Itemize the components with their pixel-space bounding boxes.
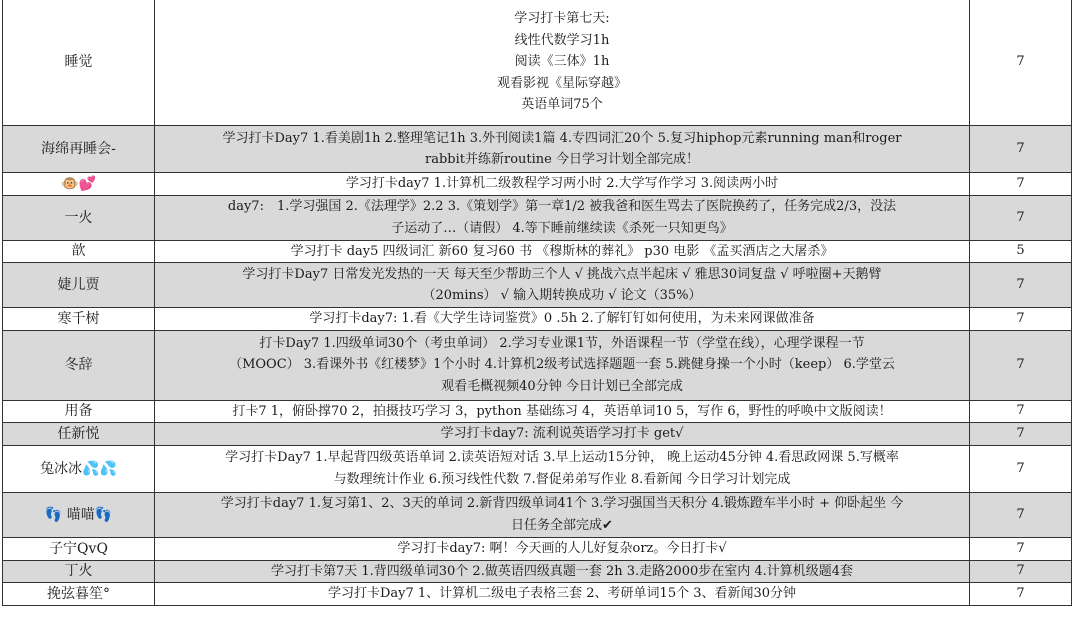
- checkin-content-line: （MOOC） 3.看课外书《红楼梦》1个小时 4.计算机2级考试选择题题一套 5.跳健身操一个小时（keep） 6.学堂云: [229, 357, 895, 373]
- checkin-content-line: 学习打卡第7天 1.背四级单词30个 2.做英语四级真题一套 2h 3.走路2000步在室内 4.计算机级题4套: [270, 563, 854, 579]
- user-name-cell: 兔冰冰💦💦: [3, 445, 155, 492]
- day-count-cell: 7: [970, 308, 1072, 331]
- checkin-content-line: 学习打卡day7 1.复习第1、2、3天的单词 2.新背四级单词41个 3.学习强国当天积分 4.锻炼蹬车半小时 + 仰卧起坐 今: [220, 496, 904, 511]
- checkin-content-line: 学习打卡day7: 流利说英语学习打卡 get√: [440, 426, 684, 441]
- table-row: [3, 0, 1072, 126]
- table-row: [3, 126, 1072, 173]
- table-row: [3, 240, 1072, 263]
- day-count-cell: 7: [970, 173, 1072, 196]
- checkin-content-line: 打卡7 1，俯卧撑70 2，拍摄技巧学习 3，python 基础练习 4，英语单词10 5，写作 6，野性的呼唤中文版阅读！: [232, 403, 892, 419]
- user-name-cell: 歆: [3, 240, 155, 263]
- checkin-content-line: （20mins） √ 输入期转换成功 √ 论文（35%）: [422, 288, 702, 303]
- table-row: [3, 583, 1072, 606]
- table-row: [3, 330, 1072, 400]
- user-name-cell: 👣 喵喵👣: [3, 492, 155, 537]
- day-count-cell: 7: [970, 330, 1072, 400]
- checkin-content-cell: [155, 492, 970, 537]
- user-name-cell: 寒千树: [3, 308, 155, 331]
- checkin-content-cell: [155, 126, 970, 173]
- checkin-content-cell: [155, 173, 970, 196]
- table-row: [3, 400, 1072, 423]
- checkin-content-line: 子运动了…（请假） 4.等下睡前继续读《杀死一只知更鸟》: [391, 220, 733, 236]
- checkin-content-line: 学习打卡 day5 四级词汇 新60 复习60 书 《穆斯林的葬礼》 p30 电影 《孟买酒店之大屠杀》: [290, 243, 834, 259]
- checkin-content-line: 打卡Day7 1.四级单词30个（考虫单词） 2.学习专业课1节，外语课程一节（学堂在线），心理学课程一节: [259, 335, 865, 351]
- day-count-cell: 7: [970, 263, 1072, 308]
- user-name-cell: 用备: [3, 400, 155, 423]
- checkin-content-line: 学习打卡Day7 1.看美剧1h 2.整理笔记1h 3.外刊阅读1篇 4.专四词汇20个 5.复习hiphop元素running man和roger: [222, 130, 902, 146]
- checkin-content-line: 学习打卡day7 1.计算机二级教程学习两小时 2.大学写作学习 3.阅读两小时: [345, 176, 779, 191]
- day-count-cell: 7: [970, 400, 1072, 423]
- day-count-cell: 7: [970, 560, 1072, 583]
- checkin-content-cell: [155, 400, 970, 423]
- table-row: [3, 308, 1072, 331]
- checkin-content-cell: [155, 445, 970, 492]
- table-body: [3, 0, 1072, 605]
- checkin-content-line: 学习打卡Day7 1.早起背四级英语单词 2.读英语短对话 3.早上运动15分钟， 晚上运动45分钟 4.看思政网课 5.写概率: [225, 450, 899, 465]
- checkin-content-cell: [155, 308, 970, 331]
- day-count-cell: 7: [970, 492, 1072, 537]
- user-name-cell: 海绵再睡会-: [3, 126, 155, 173]
- table-row: [3, 423, 1072, 446]
- day-count-cell: 7: [970, 583, 1072, 606]
- table-row: [3, 263, 1072, 308]
- table-row: [3, 560, 1072, 583]
- checkin-content-cell: [155, 0, 970, 126]
- user-name-cell: 睡觉: [3, 0, 155, 126]
- user-name-cell: 子宁QvQ: [3, 537, 155, 560]
- user-name-cell: 任新悦: [3, 423, 155, 446]
- user-name-cell: 婕儿贾: [3, 263, 155, 308]
- table-row: [3, 492, 1072, 537]
- checkin-content-cell: [155, 240, 970, 263]
- user-name-cell: 冬辞: [3, 330, 155, 400]
- checkin-content-line: 线性代数学习1h: [514, 32, 610, 48]
- checkin-content-line: 学习打卡Day7 1、计算机二级电子表格三套 2、考研单词15个 3、看新闻30分钟: [327, 586, 797, 601]
- day-count-cell: 7: [970, 445, 1072, 492]
- checkin-content-cell: [155, 330, 970, 400]
- checkin-content-cell: [155, 263, 970, 308]
- table-row: [3, 445, 1072, 492]
- checkin-content-line: 观看影视《星际穿越》: [496, 75, 627, 91]
- checkin-content-line: 与数理统计作业 6.预习线性代数 7.督促弟弟写作业 8.看新闻 今日学习计划完成: [333, 471, 791, 487]
- user-name-cell: 🐵💕: [3, 173, 155, 196]
- checkin-content-line: 英语单词75个: [521, 97, 603, 113]
- user-name-cell: 挽弦暮笙°: [3, 583, 155, 606]
- checkin-table: [2, 0, 1072, 606]
- day-count-cell: 5: [970, 240, 1072, 263]
- day-count-cell: 7: [970, 423, 1072, 446]
- checkin-content-line: 观看毛概视频40分钟 今日计划已全部完成: [441, 378, 683, 394]
- checkin-content-line: day7: 1.学习强国 2.《法理学》2.2 3.《策划学》第一章1/2 被我爸和医生骂去了医院换药了，任务完成2/3，没法: [227, 199, 897, 214]
- checkin-content-cell: [155, 537, 970, 560]
- day-count-cell: 7: [970, 195, 1072, 240]
- day-count-cell: 7: [970, 537, 1072, 560]
- checkin-content-cell: [155, 560, 970, 583]
- checkin-content-line: 阅读《三体》1h: [514, 54, 610, 70]
- checkin-content-cell: [155, 423, 970, 446]
- checkin-content-cell: [155, 583, 970, 606]
- user-name-cell: 一火: [3, 195, 155, 240]
- table-row: [3, 537, 1072, 560]
- checkin-content-line: 学习打卡Day7 日常发光发热的一天 每天至少帮助三个人 √ 挑战六点半起床 √ 雅思30词复盘 √ 呼啦圈+天鹅臂: [242, 266, 882, 282]
- checkin-content-line: 学习打卡day7: 啊！今天画的人儿好复杂orz。今日打卡√: [397, 540, 727, 556]
- checkin-content-line: 学习打卡第七天:: [514, 11, 610, 27]
- user-name-cell: 丁火: [3, 560, 155, 583]
- checkin-content-line: 学习打卡day7: 1.看《大学生诗词鉴赏》0 .5h 2.了解钉钉如何使用，为未来网课做准备: [309, 311, 815, 326]
- day-count-cell: 7: [970, 0, 1072, 126]
- checkin-content-line: rabbit并练新routine 今日学习计划全部完成！: [425, 152, 699, 167]
- day-count-cell: 7: [970, 126, 1072, 173]
- checkin-content-cell: [155, 195, 970, 240]
- table-row: [3, 195, 1072, 240]
- checkin-content-line: 日任务全部完成✔: [511, 517, 613, 533]
- table-row: [3, 173, 1072, 196]
